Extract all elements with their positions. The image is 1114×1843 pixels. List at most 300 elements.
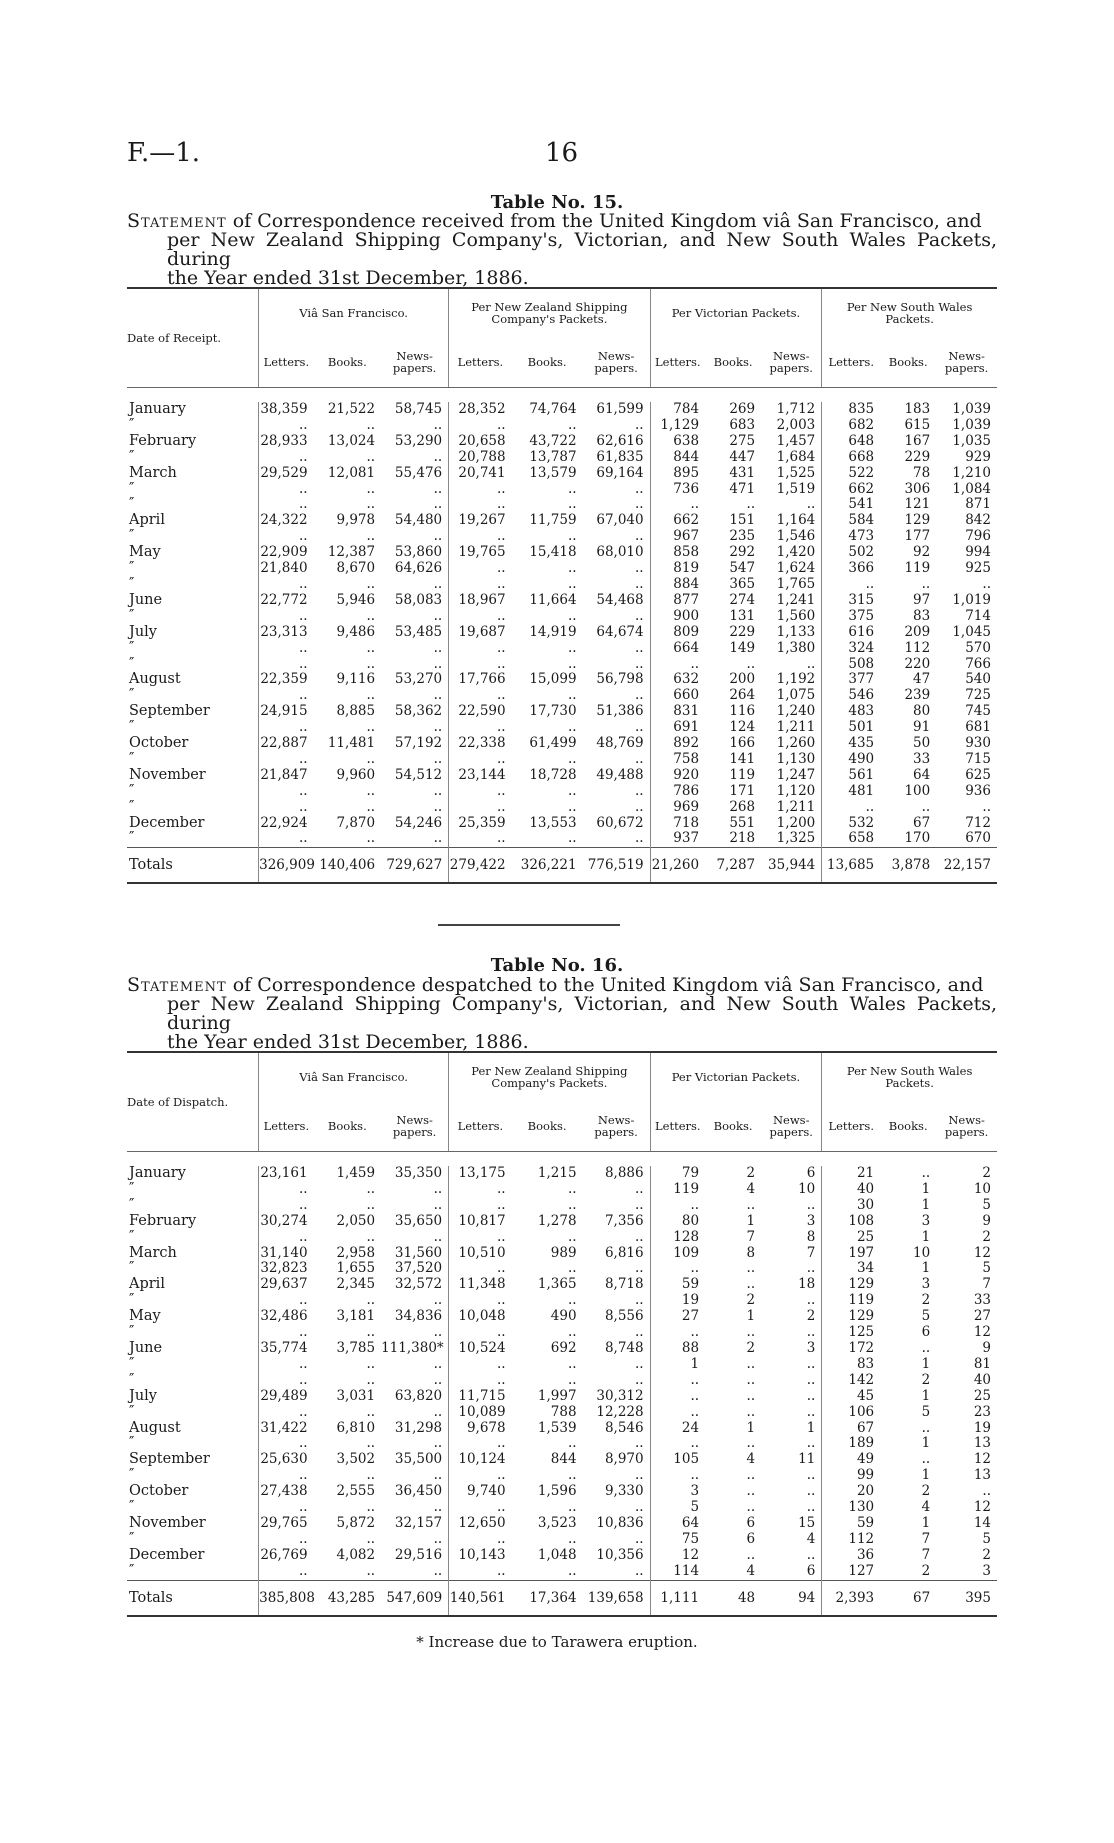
table-cell: 83 <box>913 607 931 624</box>
table-cell: .. <box>650 1198 705 1214</box>
table-cell: 858 <box>650 545 705 561</box>
table-cell: .. <box>433 528 443 545</box>
table-cell: .. <box>449 1500 512 1516</box>
table-cell: .. <box>433 750 443 767</box>
table-cell: 19,765 <box>449 545 512 561</box>
table-cell: 490 <box>822 752 880 768</box>
row-label: ″ <box>129 1371 135 1388</box>
table-cell: 11,348 <box>449 1277 512 1293</box>
row-label: ″ <box>129 1324 135 1341</box>
table-row <box>127 482 997 498</box>
table15-statement <box>127 212 997 288</box>
row-label: ″ <box>129 1292 135 1309</box>
table-cell: .. <box>433 1530 443 1547</box>
row-label: ″ <box>129 480 135 497</box>
table-cell: 11,759 <box>529 512 577 529</box>
table-cell: .. <box>650 1261 705 1277</box>
totals-cell: 21,260 <box>650 848 705 884</box>
table-cell: 18,728 <box>529 766 577 783</box>
table-cell: 112 <box>822 1532 880 1548</box>
table-cell: .. <box>650 1405 705 1421</box>
column-header: News-papers. <box>761 1101 822 1152</box>
totals-cell: 17,364 <box>512 1580 583 1616</box>
table-cell: 1,560 <box>776 607 816 624</box>
column-header: Letters. <box>259 1101 314 1152</box>
table-cell: .. <box>921 1419 931 1436</box>
page-reference: F.—1. <box>127 138 201 168</box>
table-cell: 9,978 <box>336 512 376 529</box>
table-cell: 29,765 <box>259 1516 314 1532</box>
table-cell: 900 <box>650 609 705 625</box>
table-cell: .. <box>746 1196 756 1213</box>
table-cell: .. <box>635 1371 644 1388</box>
table-cell: 53,290 <box>394 432 443 449</box>
table-cell: 784 <box>650 402 705 418</box>
table-cell: 79 <box>650 1166 705 1182</box>
table-cell: 2,555 <box>336 1483 376 1500</box>
table-cell: 34,836 <box>394 1308 443 1325</box>
row-label: ″ <box>129 1228 135 1245</box>
table-cell: .. <box>806 1260 816 1277</box>
table-cell: 6 <box>921 1324 931 1341</box>
row-label: ″ <box>129 496 135 513</box>
table-cell: 375 <box>822 609 880 625</box>
table-cell: 1 <box>921 1514 931 1531</box>
table-cell: 25 <box>822 1230 880 1246</box>
table-row <box>127 704 997 720</box>
table-cell: 786 <box>650 784 705 800</box>
table-cell: .. <box>746 1355 756 1372</box>
table-cell: 615 <box>904 416 931 433</box>
table-cell: 892 <box>650 736 705 752</box>
row-label: ″ <box>129 655 135 672</box>
table-cell: 6,810 <box>336 1419 376 1436</box>
table-cell: 3 <box>921 1276 931 1293</box>
table-cell: 18,967 <box>449 593 512 609</box>
table-cell: 842 <box>965 512 991 529</box>
table-cell: 1 <box>746 1308 756 1325</box>
table-cell: 8,556 <box>604 1308 644 1325</box>
table-cell: 377 <box>822 672 880 688</box>
table-cell: 10,089 <box>449 1405 512 1421</box>
table-cell: .. <box>806 655 816 672</box>
table-cell: .. <box>635 719 644 736</box>
table-cell: 22,338 <box>449 736 512 752</box>
table-cell: 8,546 <box>604 1419 644 1436</box>
table-cell: 632 <box>650 672 705 688</box>
table-cell: .. <box>433 1435 443 1452</box>
table-cell: 8,670 <box>336 560 376 577</box>
table-cell: 1,130 <box>776 750 816 767</box>
table-cell: .. <box>650 1373 705 1389</box>
table-cell: .. <box>366 575 376 592</box>
table-cell: 2 <box>921 1371 931 1388</box>
table-cell: 264 <box>729 687 756 704</box>
table-cell: 119 <box>650 1182 705 1198</box>
table-cell: 8,885 <box>336 703 376 720</box>
table-cell: 1,241 <box>776 591 816 608</box>
table-cell: .. <box>567 719 577 736</box>
row-label: October <box>129 1483 189 1500</box>
table-cell: .. <box>449 1230 512 1246</box>
table-cell: 64,626 <box>394 560 443 577</box>
table-cell: 1,624 <box>776 560 816 577</box>
table-cell: 658 <box>822 831 880 847</box>
table-cell: 3 <box>982 1562 991 1579</box>
table-row <box>127 800 997 816</box>
table-row <box>127 593 997 609</box>
table-cell: .. <box>449 497 512 513</box>
table-cell: 501 <box>822 720 880 736</box>
table-cell: .. <box>449 577 512 593</box>
table-cell: 151 <box>729 512 756 529</box>
table16 <box>127 1051 997 1617</box>
table-row <box>127 1548 997 1564</box>
table-cell: 74,764 <box>529 401 577 417</box>
table-row <box>127 672 997 688</box>
table-row <box>127 1516 997 1532</box>
table-cell: 10,817 <box>449 1214 512 1230</box>
table-cell: 38,359 <box>259 402 314 418</box>
table-cell: 835 <box>822 402 880 418</box>
table-cell: 24,322 <box>259 513 314 529</box>
row-label: ″ <box>129 1196 135 1213</box>
table-cell: .. <box>449 657 512 673</box>
table-row <box>127 1357 997 1373</box>
table-cell: .. <box>259 418 314 434</box>
table-cell: .. <box>433 782 443 799</box>
table-cell: .. <box>259 1182 314 1198</box>
table-row <box>127 1500 997 1516</box>
column-group-header: Per New South Wales Packets. <box>822 288 997 337</box>
table-cell: 1,539 <box>537 1419 577 1436</box>
table-cell: 125 <box>822 1325 880 1341</box>
table-cell: 166 <box>729 735 756 752</box>
table-cell: .. <box>746 1483 756 1500</box>
table-cell: 1 <box>921 1387 931 1404</box>
table15 <box>127 287 997 884</box>
page-number: 16 <box>545 138 579 168</box>
table-cell: 660 <box>650 688 705 704</box>
table-cell: 925 <box>965 560 991 577</box>
date-column-header: Date of Dispatch. <box>127 1052 259 1152</box>
column-group-header: Per Victorian Packets. <box>650 1052 822 1101</box>
row-label: ″ <box>129 560 135 577</box>
table-row <box>127 609 997 625</box>
table-cell: 97 <box>913 591 931 608</box>
table-cell: .. <box>259 609 314 625</box>
table-cell: 12,081 <box>327 464 376 481</box>
table-cell: 4,082 <box>336 1546 376 1563</box>
table-cell: 32,572 <box>394 1276 443 1293</box>
table-cell: 5 <box>650 1500 705 1516</box>
row-label: ″ <box>129 1435 135 1452</box>
row-label: June <box>129 591 163 608</box>
table-cell: 662 <box>650 513 705 529</box>
table-cell: 9,486 <box>336 623 376 640</box>
table-cell: .. <box>449 1182 512 1198</box>
totals-cell: 140,561 <box>449 1580 512 1616</box>
table-cell: .. <box>635 830 644 847</box>
table-cell: .. <box>650 497 705 513</box>
row-label: ″ <box>129 416 135 433</box>
table-cell: 30,312 <box>596 1387 644 1404</box>
table-cell: 508 <box>822 657 880 673</box>
table-cell: .. <box>449 720 512 736</box>
table-cell: 27 <box>650 1309 705 1325</box>
table-cell: 54,480 <box>394 512 443 529</box>
table-cell: .. <box>366 607 376 624</box>
table-cell: .. <box>567 560 577 577</box>
table-cell: 12,650 <box>449 1516 512 1532</box>
table-cell: .. <box>635 1530 644 1547</box>
table-cell: 32,157 <box>394 1514 443 1531</box>
table-cell: .. <box>567 480 577 497</box>
row-label: April <box>129 1276 165 1293</box>
table-cell: 18 <box>798 1276 816 1293</box>
row-label: ″ <box>129 575 135 592</box>
table-cell: .. <box>366 655 376 672</box>
table-cell: .. <box>567 416 577 433</box>
table-cell: 1,045 <box>952 623 991 640</box>
table-cell: 100 <box>904 782 931 799</box>
row-label: August <box>129 1419 181 1436</box>
table-cell: 4 <box>746 1180 756 1197</box>
table-cell: .. <box>635 528 644 545</box>
table-cell: 8 <box>746 1244 756 1261</box>
table-cell: .. <box>366 830 376 847</box>
table-cell: 35,774 <box>259 1341 314 1357</box>
table-row <box>127 1214 997 1230</box>
table-cell: 21,840 <box>259 561 314 577</box>
table-cell: .. <box>433 1403 443 1420</box>
row-label: ″ <box>129 719 135 736</box>
table-cell: 34 <box>822 1261 880 1277</box>
row-label: ″ <box>129 798 135 815</box>
table-cell: 625 <box>965 766 991 783</box>
table-cell: .. <box>635 1292 644 1309</box>
table-cell: .. <box>806 1355 816 1372</box>
table-cell: 5,946 <box>336 591 376 608</box>
table-cell: .. <box>635 416 644 433</box>
table-cell: .. <box>366 448 376 465</box>
table-cell: .. <box>567 1324 577 1341</box>
table-cell: 9,960 <box>336 766 376 783</box>
table-cell: .. <box>746 1467 756 1484</box>
table-cell: .. <box>567 1355 577 1372</box>
table-cell: 229 <box>904 448 931 465</box>
table-row <box>127 513 997 529</box>
table-cell: 937 <box>650 831 705 847</box>
table-cell: 670 <box>965 830 991 847</box>
table-cell: 36,450 <box>394 1483 443 1500</box>
table-cell: 35,350 <box>394 1165 443 1181</box>
table-cell: 447 <box>729 448 756 465</box>
table-cell: .. <box>567 1260 577 1277</box>
table-cell: .. <box>259 1405 314 1421</box>
table-cell: 22,590 <box>449 704 512 720</box>
totals-cell: 43,285 <box>314 1580 382 1616</box>
table-cell: .. <box>567 1228 577 1245</box>
table-cell: 23,313 <box>259 625 314 641</box>
column-header: Letters. <box>650 337 705 388</box>
table-cell: 725 <box>965 687 991 704</box>
table-cell: .. <box>806 1292 816 1309</box>
table-cell: .. <box>433 719 443 736</box>
table-cell: .. <box>822 577 880 593</box>
table-cell: .. <box>433 1499 443 1516</box>
table-cell: 29,489 <box>259 1389 314 1405</box>
table15-statement-line2: per New Zealand Shipping Company's, Victorian, and New South Wales Packets, during <box>167 229 997 270</box>
table-cell: 2 <box>746 1339 756 1356</box>
table-cell: 14 <box>973 1514 991 1531</box>
table-row <box>127 1468 997 1484</box>
table-cell: .. <box>366 1355 376 1372</box>
row-label: February <box>129 432 197 449</box>
table-row <box>127 1261 997 1277</box>
column-header: Books. <box>880 1101 936 1152</box>
table-cell: .. <box>567 1180 577 1197</box>
table-cell: 9,740 <box>449 1484 512 1500</box>
table-cell: 9 <box>982 1339 991 1356</box>
table-cell: 43,722 <box>529 432 577 449</box>
table-cell: 844 <box>650 450 705 466</box>
table-cell: .. <box>449 1198 512 1214</box>
table-cell: 1,164 <box>776 512 816 529</box>
totals-cell: 13,685 <box>822 848 880 884</box>
table-cell: .. <box>635 1196 644 1213</box>
table-cell: .. <box>366 639 376 656</box>
table16-statement-lead: Statement <box>127 974 227 996</box>
table-cell: 365 <box>729 575 756 592</box>
column-header: Letters. <box>822 1101 880 1152</box>
table-row <box>127 418 997 434</box>
table-cell: .. <box>806 1387 816 1404</box>
table-cell: .. <box>259 1357 314 1373</box>
row-label: November <box>129 766 206 783</box>
table-cell: 141 <box>729 750 756 767</box>
table-cell: 481 <box>822 784 880 800</box>
row-label: September <box>129 1451 210 1468</box>
table-cell: 51,386 <box>596 703 644 720</box>
table-cell: .. <box>982 575 991 592</box>
table-cell: 5 <box>982 1530 991 1547</box>
table-cell: 53,270 <box>394 671 443 688</box>
table-cell: .. <box>366 528 376 545</box>
table-cell: .. <box>921 575 931 592</box>
column-group-header: Per New Zealand Shipping Company's Packets. <box>449 1052 650 1101</box>
table-cell: .. <box>635 560 644 577</box>
table-cell: 1,525 <box>776 464 816 481</box>
table-cell: .. <box>567 607 577 624</box>
table-cell: 718 <box>650 816 705 832</box>
table-cell: .. <box>650 1436 705 1452</box>
row-label: May <box>129 544 161 561</box>
table-cell: .. <box>259 641 314 657</box>
row-label: March <box>129 464 177 481</box>
table-cell: 33 <box>973 1292 991 1309</box>
table-cell: 26,769 <box>259 1548 314 1564</box>
row-label: November <box>129 1514 206 1531</box>
table-cell: 4 <box>746 1451 756 1468</box>
table-row <box>127 434 997 450</box>
table-cell: 1,192 <box>776 671 816 688</box>
table-cell: 796 <box>965 528 991 545</box>
column-header: Books. <box>512 1101 583 1152</box>
column-header: News-papers. <box>381 337 449 388</box>
table-cell: 83 <box>822 1357 880 1373</box>
totals-cell: 35,944 <box>761 848 822 884</box>
totals-row <box>127 848 997 884</box>
table-cell: 28,352 <box>449 402 512 418</box>
table-cell: .. <box>433 1196 443 1213</box>
table-cell: .. <box>635 496 644 513</box>
table-cell: .. <box>259 752 314 768</box>
table-cell: 218 <box>729 830 756 847</box>
table-cell: .. <box>259 800 314 816</box>
table-cell: .. <box>746 1371 756 1388</box>
table-cell: 471 <box>729 480 756 497</box>
table-row <box>127 768 997 784</box>
table-cell: .. <box>746 496 756 513</box>
table-cell: 12,387 <box>327 544 376 561</box>
table-cell: 30 <box>822 1198 880 1214</box>
table-cell: .. <box>822 800 880 816</box>
table-cell: .. <box>567 1562 577 1579</box>
table-cell: 2,345 <box>336 1276 376 1293</box>
table-cell: .. <box>567 528 577 545</box>
table-cell: 5,872 <box>336 1514 376 1531</box>
table-cell: 584 <box>822 513 880 529</box>
table-cell: 23,144 <box>449 768 512 784</box>
table-cell: 57,192 <box>394 735 443 752</box>
table-cell: 167 <box>904 432 931 449</box>
table-cell: 7 <box>746 1228 756 1245</box>
totals-cell: 279,422 <box>449 848 512 884</box>
table-cell: 81 <box>973 1355 991 1372</box>
table-cell: 10,836 <box>596 1514 644 1531</box>
table-cell: 12 <box>973 1451 991 1468</box>
column-header: Books. <box>880 337 936 388</box>
table-cell: 1,596 <box>537 1483 577 1500</box>
table-row <box>127 402 997 418</box>
table-cell: 3,502 <box>336 1451 376 1468</box>
table-cell: 22,924 <box>259 816 314 832</box>
table-row <box>127 1532 997 1548</box>
table-cell: 7 <box>921 1546 931 1563</box>
table-cell: 171 <box>729 782 756 799</box>
table-row <box>127 1182 997 1198</box>
table-cell: .. <box>433 1355 443 1372</box>
table-cell: 10,356 <box>596 1546 644 1563</box>
table-cell: .. <box>433 687 443 704</box>
table-row <box>127 625 997 641</box>
table-cell: 275 <box>729 432 756 449</box>
table-cell: 67 <box>913 814 931 831</box>
table-cell: 2 <box>746 1165 756 1181</box>
table-cell: .. <box>567 798 577 815</box>
table-cell: 920 <box>650 768 705 784</box>
table-cell: 67,040 <box>596 512 644 529</box>
table-cell: 2 <box>982 1546 991 1563</box>
table-cell: .. <box>567 1196 577 1213</box>
table-cell: 32,486 <box>259 1309 314 1325</box>
table-cell: .. <box>259 1230 314 1246</box>
table-cell: 20,658 <box>449 434 512 450</box>
column-header: Books. <box>512 337 583 388</box>
totals-cell: 3,878 <box>880 848 936 884</box>
table-cell: .. <box>635 639 644 656</box>
